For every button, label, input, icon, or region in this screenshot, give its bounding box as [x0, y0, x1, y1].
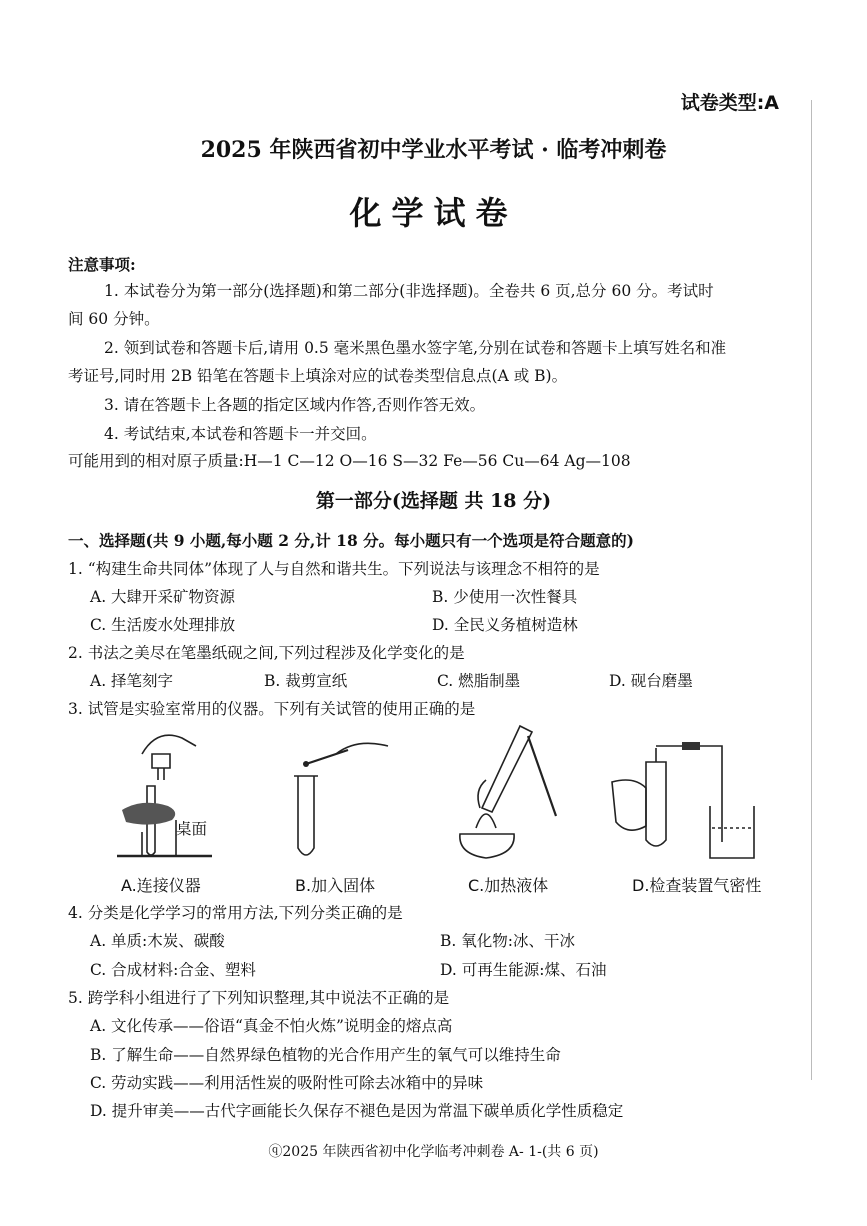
q1-option-a: A. 大肆开采矿物资源	[90, 588, 236, 606]
q3-desk-label: 桌面	[176, 820, 208, 838]
q3-option-c: C.加热液体	[468, 876, 549, 895]
paper-type-label: 试卷类型:A	[680, 92, 779, 114]
q5-stem: 5. 跨学科小组进行了下列知识整理,其中说法不正确的是	[68, 989, 450, 1007]
q4-stem: 4. 分类是化学学习的常用方法,下列分类正确的是	[68, 904, 403, 922]
q1-option-d: D. 全民义务植树造林	[432, 616, 578, 634]
q3-option-a: A.连接仪器	[121, 876, 201, 895]
notice-item-2-cont: 考证号,同时用 2B 铅笔在答题卡上填涂对应的试卷类型信息点(A 或 B)。	[68, 367, 568, 385]
q3-option-b: B.加入固体	[295, 876, 376, 895]
section-intro: 一、选择题(共 9 小题,每小题 2 分,计 18 分。每小题只有一个选项是符合题意的)	[68, 531, 634, 550]
q3-option-d: D.检查装置气密性	[632, 876, 762, 895]
q5-option-d: D. 提升审美——古代字画能长久保存不褪色是因为常温下碳单质化学性质稳定	[90, 1102, 624, 1120]
notice-item-4: 4. 考试结束,本试卷和答题卡一并交回。	[104, 425, 377, 443]
atomic-masses: 可能用到的相对原子质量:H—1 C—12 O—16 S—32 Fe—56 Cu—64 Ag—108	[68, 452, 631, 470]
q2-option-d: D. 砚台磨墨	[609, 672, 693, 690]
q1-stem: 1. “构建生命共同体”体现了人与自然和谐共生。下列说法与该理念不相符的是	[68, 560, 600, 578]
page-footer: ⓠ2025 年陕西省初中化学临考冲刺卷 A- 1-(共 6 页)	[268, 1144, 599, 1160]
q4-option-d: D. 可再生能源:煤、石油	[440, 961, 607, 979]
subject-title: 化学试卷	[349, 194, 518, 232]
notice-item-3: 3. 请在答题卡上各题的指定区域内作答,否则作答无效。	[104, 396, 486, 414]
q3-figure-d-check-airtightness	[604, 722, 774, 868]
q1-option-b: B. 少使用一次性餐具	[432, 588, 578, 606]
q2-option-a: A. 择笔刻字	[90, 672, 174, 690]
q5-option-a: A. 文化传承——俗语“真金不怕火炼”说明金的熔点高	[90, 1017, 453, 1035]
q3-stem: 3. 试管是实验室常用的仪器。下列有关试管的使用正确的是	[68, 700, 476, 718]
q3-figure-b-add-solid	[276, 724, 396, 864]
q1-option-c: C. 生活废水处理排放	[90, 616, 236, 634]
q2-stem: 2. 书法之美尽在笔墨纸砚之间,下列过程涉及化学变化的是	[68, 644, 465, 662]
notice-item-1: 1. 本试卷分为第一部分(选择题)和第二部分(非选择题)。全卷共 6 页,总分 60 分。考试时	[104, 282, 714, 300]
part1-title: 第一部分(选择题 共 18 分)	[315, 490, 552, 512]
notice-item-1-cont: 间 60 分钟。	[68, 310, 160, 328]
page-edge-line	[811, 100, 812, 1080]
q4-option-b: B. 氧化物:冰、干冰	[440, 932, 575, 950]
q5-option-b: B. 了解生命——自然界绿色植物的光合作用产生的氧气可以维持生命	[90, 1046, 561, 1064]
q3-figure-c-heat-liquid	[446, 716, 566, 866]
q4-option-a: A. 单质:木炭、碳酸	[90, 932, 225, 950]
q3-figure-a-connect-apparatus	[112, 724, 222, 864]
notice-heading: 注意事项:	[68, 255, 136, 274]
exam-title: 2025 年陕西省初中学业水平考试 · 临考冲刺卷	[200, 137, 667, 163]
notice-item-2: 2. 领到试卷和答题卡后,请用 0.5 毫米黑色墨水签字笔,分别在试卷和答题卡上填写姓名和准	[104, 339, 727, 357]
q4-option-c: C. 合成材料:合金、塑料	[90, 961, 256, 979]
q2-option-c: C. 燃脂制墨	[437, 672, 521, 690]
q2-option-b: B. 裁剪宣纸	[264, 672, 348, 690]
q5-option-c: C. 劳动实践——利用活性炭的吸附性可除去冰箱中的异味	[90, 1074, 484, 1092]
